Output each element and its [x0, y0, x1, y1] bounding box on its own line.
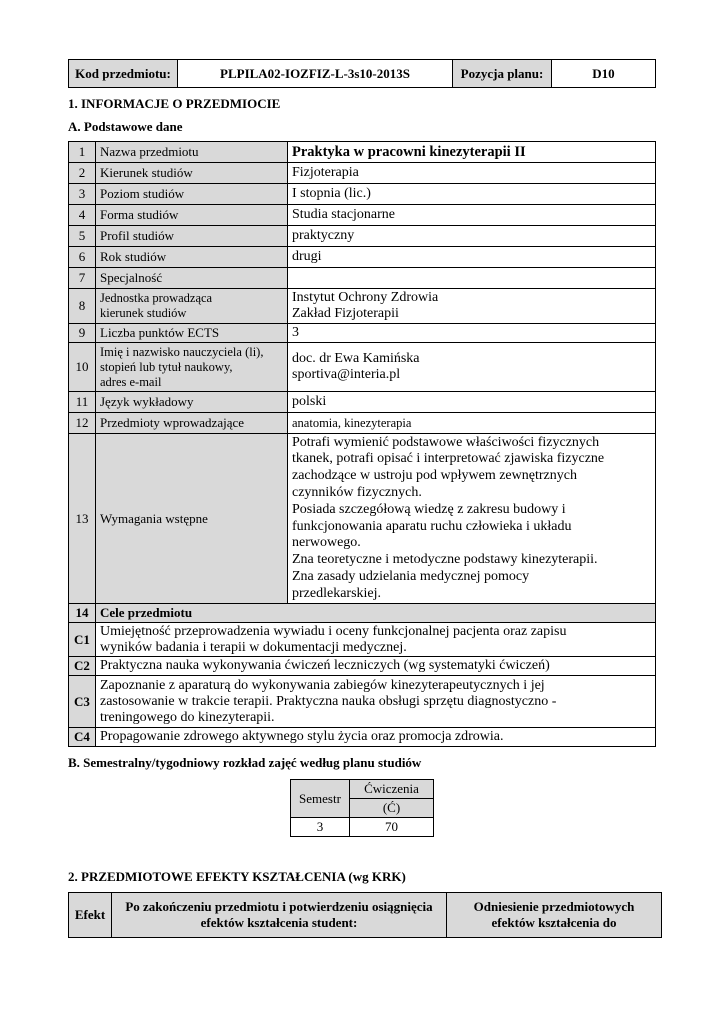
row-number: 8: [69, 289, 96, 324]
goal-id: C3: [69, 676, 96, 728]
table-row: [69, 163, 656, 184]
plan-position-label: Pozycja planu:: [453, 60, 552, 88]
semester-table: [290, 779, 434, 837]
text-line: przedlekarskiej.: [292, 585, 382, 601]
label-line: Jednostka prowadząca: [100, 291, 213, 305]
text-line: treningowego do kinezyterapii.: [100, 709, 275, 725]
row-number: 12: [69, 413, 96, 434]
row-number: 6: [69, 247, 96, 268]
row-value: drugi: [288, 247, 656, 268]
row-value: [288, 289, 656, 324]
table-row: [69, 268, 656, 289]
label-line: stopień lub tytuł naukowy,: [100, 359, 233, 374]
goal-text: Praktyczna nauka wykonywania ćwiczeń leczniczych (wg systematyki ćwiczeń): [96, 657, 656, 676]
section-b-title: B. Semestralny/tygodniowy rozkład zajęć według planu studiów: [68, 755, 422, 770]
row-value: anatomia, kinezyterapia: [288, 413, 656, 434]
row-value: I stopnia (lic.): [288, 184, 656, 205]
section-a-title: A. Podstawowe dane: [68, 119, 183, 134]
goal-row: [69, 623, 656, 657]
table-row: [69, 343, 656, 392]
label-line: Imię i nazwisko nauczyciela (li),: [100, 344, 264, 359]
header-line: efektów kształcenia student:: [200, 915, 358, 930]
text-line: tkanek, potrafi opisać i interpretować zjawiska fizyczne: [292, 451, 605, 467]
section-1-title: 1. INFORMACJE O PRZEDMIOCIE: [68, 96, 281, 111]
exercises-abbr: (Ć): [350, 799, 434, 818]
table-row: [69, 392, 656, 413]
row-number: 4: [69, 205, 96, 226]
row-label: Przedmioty wprowadzające: [96, 413, 288, 434]
header-line: Po zakończeniu przedmiotu i potwierdzeniu osiągnięcia: [125, 899, 433, 914]
text-line: Potrafi wymienić podstawowe właściwości fizycznych: [292, 434, 600, 450]
table-row: [69, 205, 656, 226]
row-value: [288, 343, 656, 392]
text-line: Zapoznanie z aparaturą do wykonywania zabiegów kinezyterapeutycznych i jej: [100, 677, 545, 693]
table-row: [69, 247, 656, 268]
row-number: 1: [69, 142, 96, 163]
course-code-value: PLPILA02-IOZFIZ-L-3s10-2013S: [178, 60, 453, 88]
label-line: adres e-mail: [100, 374, 162, 389]
row-number: 13: [69, 434, 96, 604]
row-label: Specjalność: [96, 268, 288, 289]
row-label: Nazwa przedmiotu: [96, 142, 288, 163]
table-row: [69, 289, 656, 324]
row-label: Profil studiów: [96, 226, 288, 247]
goal-id: C2: [69, 657, 96, 676]
exercises-label: Ćwiczenia: [350, 780, 434, 799]
row-label: Wymagania wstępne: [96, 434, 288, 604]
section-2-title: 2. PRZEDMIOTOWE EFEKTY KSZTAŁCENIA (wg KRK): [68, 869, 406, 884]
label-line: kierunek studiów: [100, 306, 187, 320]
course-code-header: [68, 59, 656, 88]
row-label: Rok studiów: [96, 247, 288, 268]
header-line: efektów kształcenia do: [491, 915, 617, 930]
table-row: [69, 434, 656, 604]
goal-text: [96, 676, 656, 728]
row-number: 2: [69, 163, 96, 184]
row-value: 3: [288, 324, 656, 343]
text-line: zachodzące w ustroju pod wpływem zewnętrznych: [292, 468, 577, 484]
goal-id: C1: [69, 623, 96, 657]
row-number: 14: [69, 604, 96, 623]
row-number: 11: [69, 392, 96, 413]
semester-value: 3: [291, 818, 350, 837]
text-line: funkcjonowania aparatu ruchu człowieka i układu: [292, 518, 572, 534]
row-number: 7: [69, 268, 96, 289]
semester-label: Semestr: [291, 780, 350, 818]
text-line: Umiejętność przeprowadzenia wywiadu i oceny funkcjonalnej pacjenta oraz zapisu: [100, 623, 567, 639]
row-value: Fizjoterapia: [288, 163, 656, 184]
row-value: polski: [288, 392, 656, 413]
basic-data-table: [68, 141, 656, 747]
plan-position-value: D10: [552, 60, 656, 88]
teacher-email: sportiva@interia.pl: [292, 367, 401, 382]
text-line: Zna zasady udzielania medycznej pomocy: [292, 568, 530, 584]
row-label: Forma studiów: [96, 205, 288, 226]
table-row: [69, 226, 656, 247]
effects-col-outcome: [112, 893, 447, 938]
effects-col-effect: Efekt: [69, 893, 112, 938]
text-line: Posiada szczegółową wiedzę z zakresu budowy i: [292, 501, 566, 517]
table-row: [69, 413, 656, 434]
row-label: Język wykładowy: [96, 392, 288, 413]
value-line: Zakład Fizjoterapii: [292, 306, 399, 321]
goal-row: [69, 657, 656, 676]
text-line: wyników badania i terapii w dokumentacji medycznej.: [100, 639, 407, 655]
text-line: zastosowanie w trakcie terapii. Praktyczna nauka obsługi sprzętu diagnostyczno -: [100, 693, 557, 709]
prerequisites-text: [288, 434, 656, 604]
goals-title: Cele przedmiotu: [96, 604, 656, 623]
text-line: Zna teoretyczne i metodyczne podstawy kinezyterapii.: [292, 552, 598, 568]
value-line: Instytut Ochrony Zdrowia: [292, 290, 439, 305]
goal-text: [96, 623, 656, 657]
row-number: 9: [69, 324, 96, 343]
goal-row: [69, 676, 656, 728]
table-row: [69, 184, 656, 205]
row-value: [288, 268, 656, 289]
header-line: Odniesienie przedmiotowych: [473, 899, 635, 914]
row-value: Studia stacjonarne: [288, 205, 656, 226]
effects-table-header: [68, 892, 662, 938]
exercises-value: 70: [350, 818, 434, 837]
table-row: [69, 142, 656, 163]
goals-header-row: [69, 604, 656, 623]
course-code-label: Kod przedmiotu:: [69, 60, 178, 88]
row-label: [96, 289, 288, 324]
text-line: nerwowego.: [292, 535, 361, 551]
row-label: Kierunek studiów: [96, 163, 288, 184]
course-name: Praktyka w pracowni kinezyterapii II: [288, 142, 656, 163]
goal-row: [69, 728, 656, 747]
value-line: doc. dr Ewa Kamińska: [292, 351, 420, 366]
row-number: 10: [69, 343, 96, 392]
goal-text: Propagowanie zdrowego aktywnego stylu życia oraz promocja zdrowia.: [96, 728, 656, 747]
row-label: [96, 343, 288, 392]
row-label: Poziom studiów: [96, 184, 288, 205]
text-line: czynników fizycznych.: [292, 484, 422, 500]
effects-col-reference: [447, 893, 662, 938]
row-value: praktyczny: [288, 226, 656, 247]
goal-id: C4: [69, 728, 96, 747]
row-number: 3: [69, 184, 96, 205]
row-label: Liczba punktów ECTS: [96, 324, 288, 343]
table-row: [69, 324, 656, 343]
row-number: 5: [69, 226, 96, 247]
